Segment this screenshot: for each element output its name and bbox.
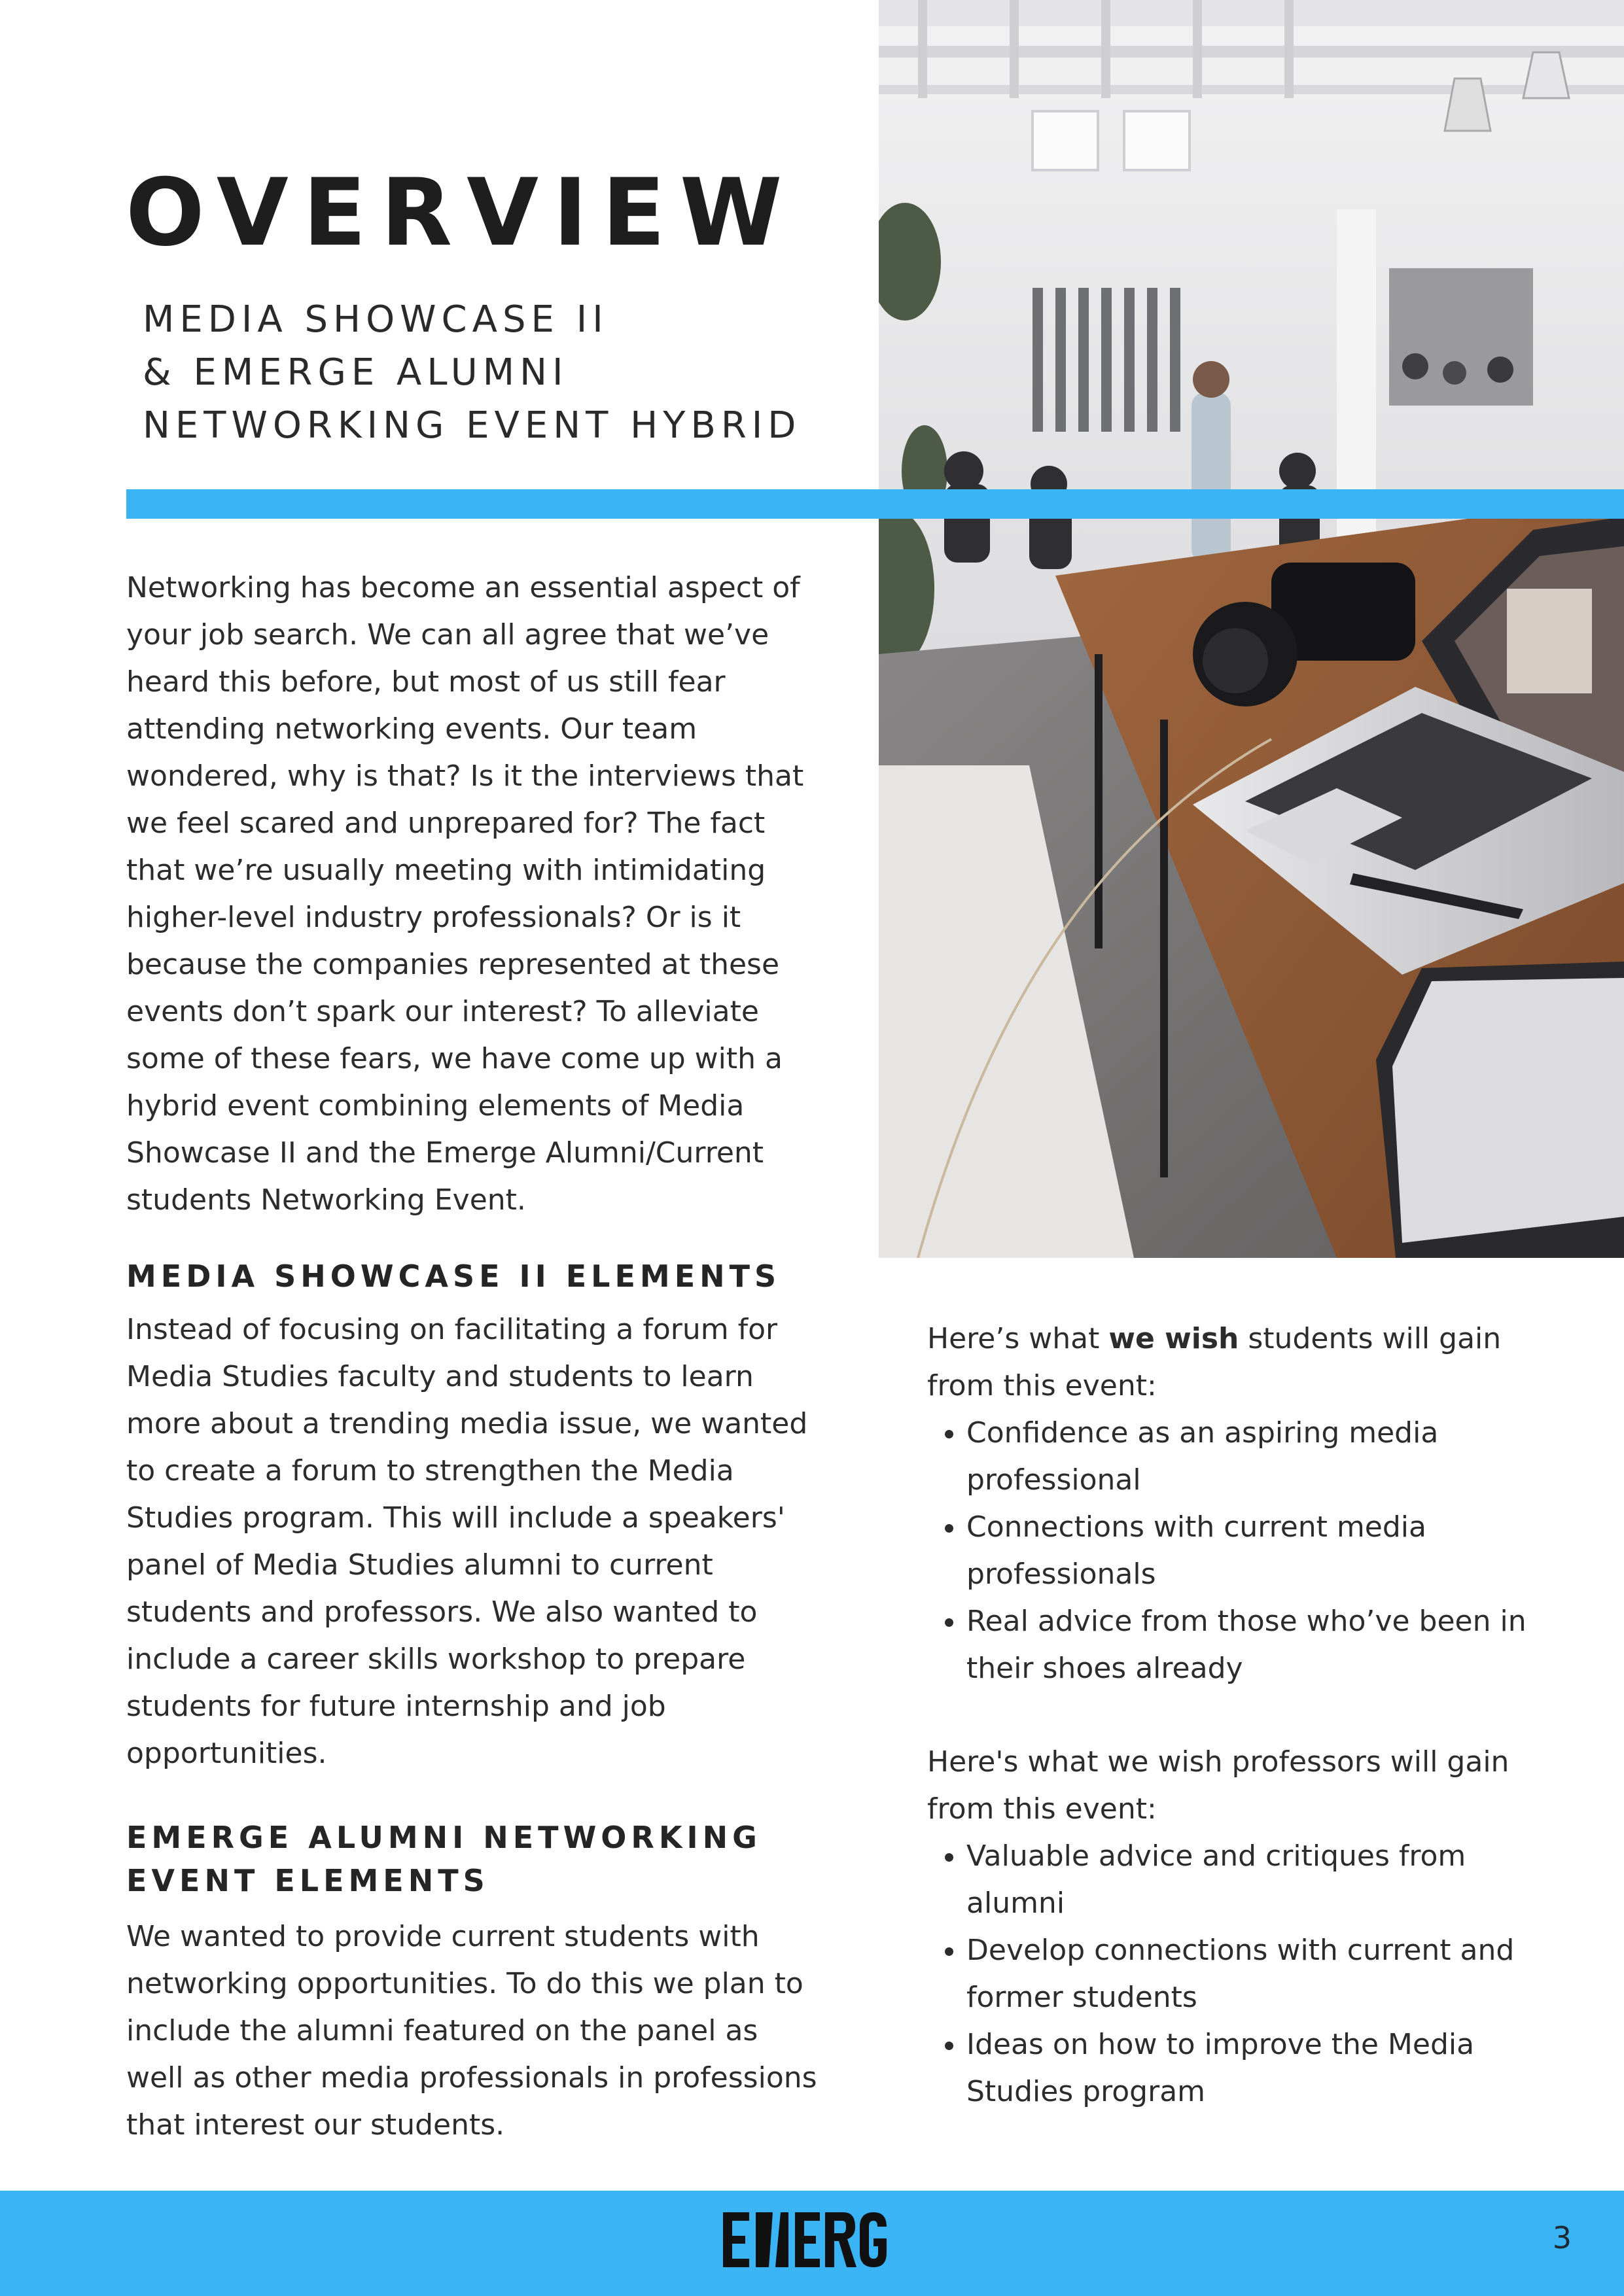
intro-text: students will gain from this event: — [927, 1322, 1502, 1402]
list-item: • Ideas on how to improve the Media Studies program — [966, 2021, 1555, 2115]
list-item: • Valuable advice and critiques from alumni — [966, 1833, 1555, 1927]
list-item: • Real advice from those who’ve been in their shoes already — [966, 1598, 1555, 1692]
list-item: • Connections with current media professionals — [966, 1504, 1555, 1598]
intro-emphasis: we wish — [1108, 1322, 1239, 1355]
section-heading: EMERGE ALUMNI NETWORKING EVENT ELEMENTS — [126, 1820, 762, 1898]
emerge-logo — [723, 2210, 897, 2270]
students-goals — [927, 1315, 1555, 1692]
professors-goals-intro: Here's what we wish professors will gain from this event: — [927, 1745, 1509, 1826]
page-title: OVERVIEW — [126, 159, 797, 267]
intro-paragraph: Networking has become an essential aspect of your job search. We can all agree that we’ve heard this before, but most of us still fear attending networking events. Our team wondered, why is that? Is it the interviews that we feel scared and unprepared for? The fact that we’re usually meeting with intimidating higher-level industry professionals? Or is it because the companies represented at these events don’t spark our interest? To alleviate some of these fears, we have come up with a hybrid event combining elements of Media Showcase II and the Emerge Alumni/Current students Networking Event. — [126, 571, 804, 1217]
subtitle-line: MEDIA SHOWCASE II — [143, 298, 609, 341]
professors-goals — [927, 1739, 1555, 2115]
subtitle-line: & EMERGE ALUMNI — [143, 351, 569, 394]
workspace-photo — [879, 0, 1624, 1258]
intro-text: Here’s what — [927, 1322, 1109, 1355]
students-goals-list — [927, 1410, 1555, 1692]
list-item: • Confidence as an aspiring media professional — [966, 1410, 1555, 1504]
section-paragraph: We wanted to provide current students with networking opportunities. To do this we plan to include the alumni featured on the panel as well as other media professionals in professions that interest our students. — [126, 1920, 817, 2142]
students-goals-intro — [927, 1315, 1555, 1410]
page-number: 3 — [1552, 2220, 1572, 2255]
page-subtitle — [143, 293, 801, 452]
list-item: • Develop connections with current and former students — [966, 1927, 1555, 2021]
section-heading: MEDIA SHOWCASE II ELEMENTS — [126, 1259, 781, 1294]
subtitle-line: NETWORKING EVENT HYBRID — [143, 404, 802, 447]
section-paragraph: Instead of focusing on facilitating a forum for Media Studies faculty and students to learn more about a trending media issue, we wanted to create a forum to strengthen the Media Studies program. This will include a speakers' panel of Media Studies alumni to current students and professors. We also wanted to include a career skills workshop to prepare students for future internship and job opportunities. — [126, 1313, 808, 1770]
accent-divider — [126, 489, 1624, 519]
professors-goals-list — [927, 1833, 1555, 2115]
